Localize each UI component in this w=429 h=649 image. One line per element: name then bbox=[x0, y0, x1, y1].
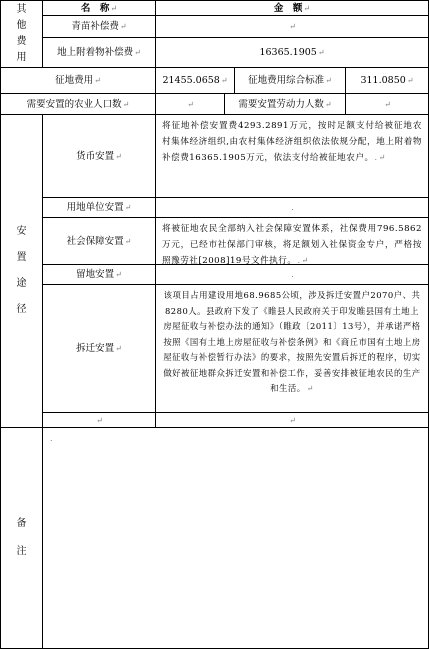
social-security-resettlement-label: 社会保障安置 bbox=[66, 235, 124, 247]
reserved-land-resettlement-label: 留地安置 bbox=[76, 269, 115, 280]
attachment-fee-value: 16365.1905 bbox=[259, 47, 317, 58]
resettlement-label: 安 置 途 径 bbox=[0, 114, 43, 428]
labor-population-value-cell: ↵ bbox=[345, 93, 429, 115]
header-name: 名 称 bbox=[80, 2, 110, 14]
demolition-resettlement-text: 该项目占用建设用地68.9685公顷，涉及拆迁安置户2070户、共8280人。县政府下发了《睢县人民政府关于印发睢县国有土地上房屋征收与补偿办法的通知》（睢政〔2011〕13号），并承诺严格按照《国有土地上房屋征收与补偿条例》和《商丘市国有土地上房屋征收与补偿暂行办法》的要求，按照先安置后拆迁的程序，切实做好被征地群众拆迁安置和补偿工作，妥善安排被征地农民的生产和生活。 bbox=[163, 290, 421, 393]
agri-population-value-cell: ↵ bbox=[155, 93, 225, 115]
agri-population-label-cell: 需要安置的农业人口数 ↵ bbox=[0, 93, 156, 115]
land-standard-label: 征地费用综合标准 bbox=[248, 75, 325, 86]
social-security-resettlement-text: 将被征地农民全部纳入社会保障安置体系，社保费用796.5862万元，已经市社保部门审核，将足额划入社保资金专户，严格按照豫劳社[2008]19号文件执行。 bbox=[162, 224, 422, 266]
reserved-land-resettlement-label-cell: 留地安置 ↵ bbox=[42, 264, 156, 285]
land-cost-label: 征地费用 bbox=[55, 75, 94, 86]
seedling-fee-value-cell: ↵ bbox=[155, 15, 429, 38]
demolition-resettlement-label: 拆迁安置 bbox=[76, 343, 115, 354]
land-cost-value: 21455.0658 bbox=[162, 75, 220, 86]
seedling-fee-label: 青苗补偿费 bbox=[71, 21, 119, 32]
seedling-fee-label-cell: 青苗补偿费 ↵ bbox=[42, 15, 156, 38]
monetary-resettlement-label: 货币安置 bbox=[76, 150, 115, 162]
attachment-fee-value-cell: 16365.1905 ↵ bbox=[155, 37, 429, 68]
header-amount: 金 额 bbox=[273, 2, 303, 14]
land-standard-value-cell: 311.0850 ↵ bbox=[345, 67, 429, 94]
social-security-resettlement-text-cell: 将被征地农民全部纳入社会保障安置体系，社保费用796.5862万元，已经市社保部门审核，将足额划入社保资金专户，严格按照豫劳社[2008]19号文件执行。.↵ bbox=[155, 217, 429, 265]
agri-population-label: 需要安置的农业人口数 bbox=[26, 98, 122, 110]
other-fees-label: 其 他 费 用 bbox=[0, 0, 43, 68]
monetary-resettlement-text: 将征地补偿安置费4293.2891万元，按时足额支付给被征地农村集体经济组织,由农村集体经济组织依法依规分配，地上附着物补偿费16365.1905万元，依法支付给被征地农户。 bbox=[162, 121, 422, 163]
labor-population-label: 需要安置劳动力人数 bbox=[238, 98, 324, 110]
attachment-fee-label: 地上附着物补偿费 bbox=[57, 47, 134, 58]
resettlement-empty-value-cell: ↵ bbox=[155, 412, 429, 428]
social-security-resettlement-label-cell: 社会保障安置 ↵ bbox=[42, 217, 156, 265]
employer-resettlement-label-cell: 用地单位安置 ↵ bbox=[42, 197, 156, 218]
header-name-cell: 名 称 ↵ bbox=[42, 0, 156, 16]
demolition-resettlement-text-cell: 该项目占用建设用地68.9685公顷，涉及拆迁安置户2070户、共8280人。县政府下发了《睢县人民政府关于印发睢县国有土地上房屋征收与补偿办法的通知》（睢政〔2011〕13号），并承诺严格按照《国有土地上房屋征收与补偿条例》和《商丘市国有土地上房屋征收与补偿暂行办法》的要求，按照先安置后拆迁的程序，切实做好被征地群众拆迁安置和补偿工作，妥善安排被征地农民的生产和生活。↵ bbox=[155, 284, 429, 413]
employer-resettlement-label: 用地单位安置 bbox=[66, 202, 124, 213]
resettlement-empty-label-cell: ↵ bbox=[42, 412, 156, 428]
land-cost-label-cell: 征地费用 ↵ bbox=[0, 67, 156, 94]
monetary-resettlement-text-cell: 将征地补偿安置费4293.2891万元，按时足额支付给被征地农村集体经济组织,由农村集体经济组织依法依规分配，地上附着物补偿费16365.1905万元，依法支付给被征地农户。.↵ bbox=[155, 114, 429, 198]
monetary-resettlement-label-cell: 货币安置 ↵ bbox=[42, 114, 156, 198]
land-standard-value: 311.0850 bbox=[360, 75, 406, 86]
employer-resettlement-text-cell: . bbox=[155, 197, 429, 218]
header-amount-cell: 金 额 ↵ bbox=[155, 0, 429, 16]
land-standard-label-cell: 征地费用综合标准 ↵ bbox=[234, 67, 346, 94]
land-cost-value-cell: 21455.0658 ↵ bbox=[155, 67, 235, 94]
labor-population-label-cell: 需要安置劳动力人数 ↵ bbox=[224, 93, 346, 115]
remarks-label: 备 注 bbox=[0, 427, 43, 649]
attachment-fee-label-cell: 地上附着物补偿费 ↵ bbox=[42, 37, 156, 68]
remarks-content: . bbox=[42, 427, 429, 649]
demolition-resettlement-label-cell: 拆迁安置 ↵ bbox=[42, 284, 156, 413]
reserved-land-resettlement-text-cell: . bbox=[155, 264, 429, 285]
